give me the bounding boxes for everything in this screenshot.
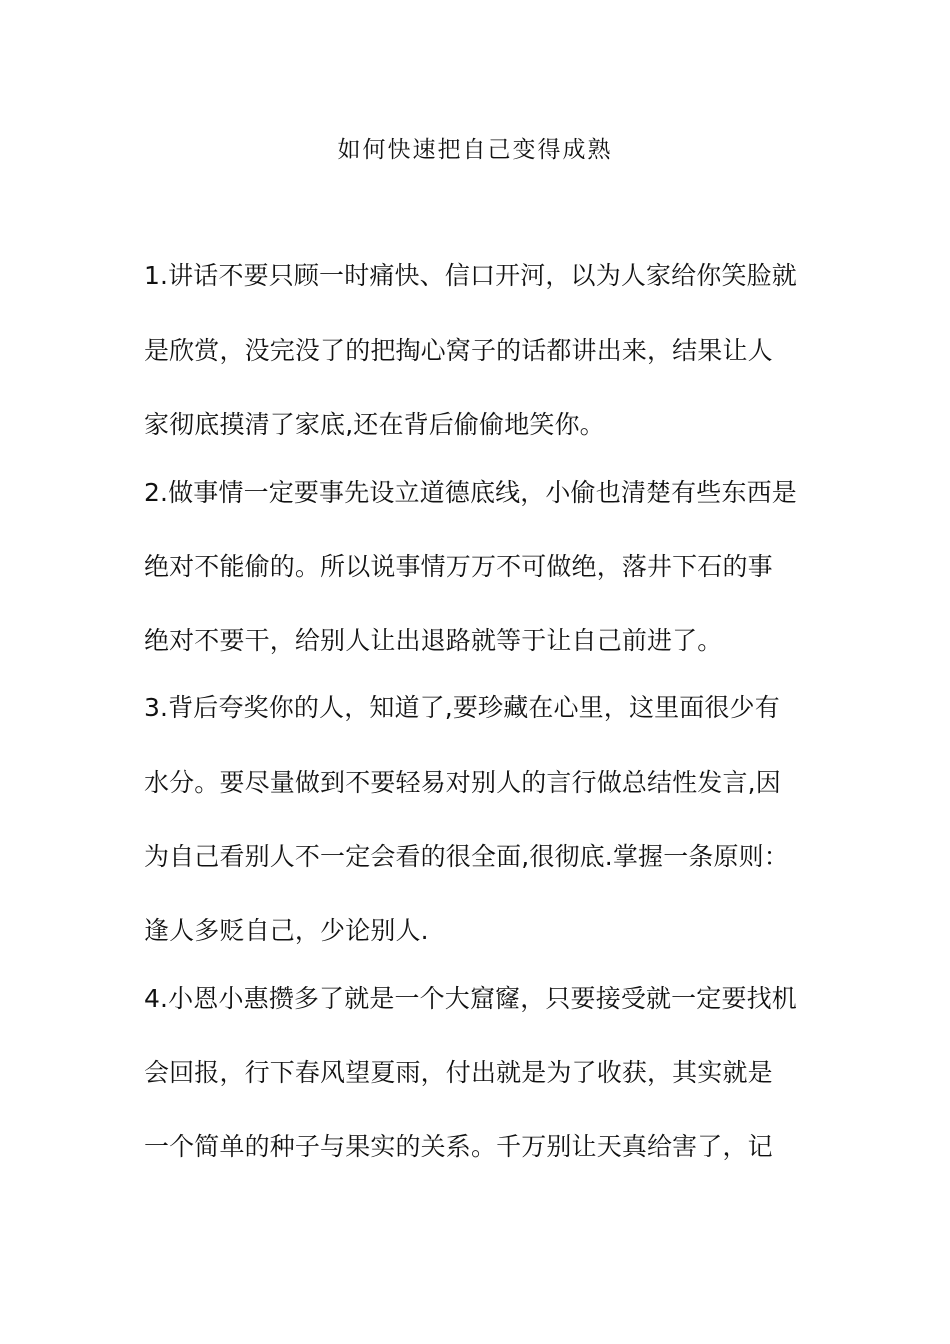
text-line: 为自己看别人不一定会看的很全面,很彻底.掌握一条原则： [144, 842, 789, 871]
text-line: 2.做事情一定要事先设立道德底线，小偷也清楚有些东西是 [144, 478, 797, 507]
text-line: 是欣赏，没完没了的把掏心窝子的话都讲出来，结果让人 [144, 336, 773, 365]
text-line: 逢人多贬自己，少论别人. [144, 916, 429, 945]
text-line: 1.讲话不要只顾一时痛快、信口开河，以为人家给你笑脸就 [144, 261, 797, 290]
text-line: 绝对不能偷的。所以说事情万万不可做绝，落井下石的事 [144, 552, 773, 581]
text-line: 4.小恩小惠攒多了就是一个大窟窿，只要接受就一定要找机 [144, 984, 797, 1013]
text-line: 家彻底摸清了家底,还在背后偷偷地笑你。 [144, 410, 605, 439]
text-line: 一个简单的种子与果实的关系。千万别让天真给害了，记 [144, 1132, 773, 1161]
text-line: 水分。要尽量做到不要轻易对别人的言行做总结性发言,因 [144, 768, 781, 797]
text-line: 会回报，行下春风望夏雨，付出就是为了收获，其实就是 [144, 1058, 773, 1087]
text-line: 绝对不要干，给别人让出退路就等于让自己前进了。 [144, 626, 723, 655]
document-title: 如何快速把自己变得成熟 [337, 137, 613, 163]
text-line: 3.背后夸奖你的人，知道了,要珍藏在心里，这里面很少有 [144, 693, 780, 722]
